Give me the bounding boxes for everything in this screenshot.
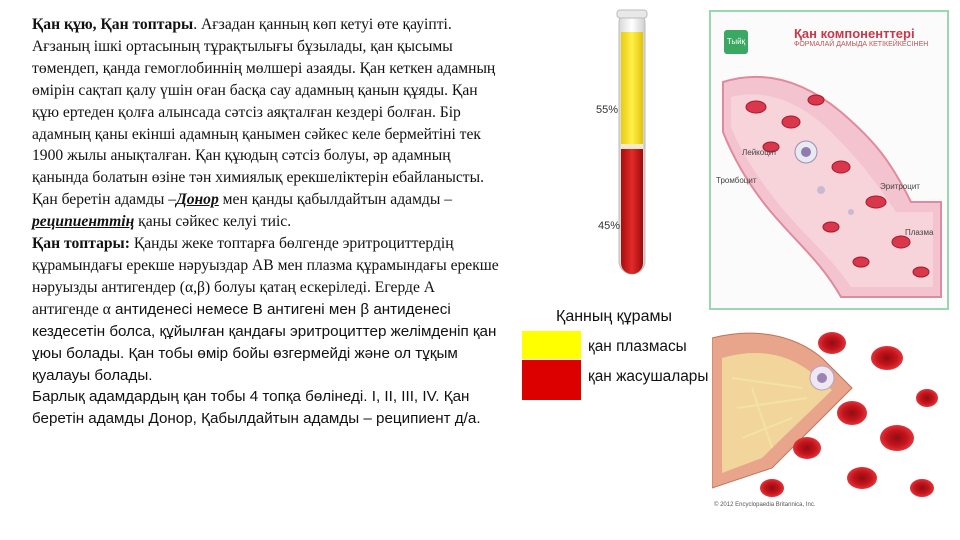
cells-swatch <box>522 360 581 400</box>
legend-title: Қанның құрамы <box>556 308 672 325</box>
test-tube-diagram <box>616 8 648 278</box>
legend-plasma-label: қан плазмасы <box>588 338 687 355</box>
recipient-term: реципиенттің <box>32 213 135 231</box>
legend-cells-label: қан жасушалары <box>588 368 709 385</box>
rbc <box>837 401 867 425</box>
paragraph-four-groups: Барлық адамдардың қан тобы 4 топқа бөлінеді. I, II, III, IV. Қан беретін адамды Донор, Қабылдайтын адамды – реципиент д/а. <box>32 388 481 428</box>
cells-percent: 45% <box>598 220 621 232</box>
blood-vessel-illustration <box>711 12 947 308</box>
label-erythrocyte: Эритроцит <box>880 182 920 191</box>
rbc <box>793 437 821 459</box>
rbc <box>823 222 839 232</box>
rbc <box>818 332 846 354</box>
rbc <box>910 479 934 497</box>
rbc <box>746 101 766 113</box>
blood-cells-illustration <box>712 318 952 508</box>
panel-subtitle: ФОРМАЛАЙ ДАМЫДА КЕТІКЕЙКЕСІНЕН <box>794 41 929 48</box>
plasma-layer <box>621 32 643 144</box>
rbc <box>913 267 929 277</box>
donor-term: Донор <box>176 191 219 209</box>
plasma-swatch <box>522 331 581 359</box>
rbc <box>832 161 850 173</box>
plasma-percent: 55% <box>596 104 619 116</box>
rbc <box>847 467 877 489</box>
paragraph-blood-groups: Қан топтары: Қанды жеке топтарға бөлгенде эритроциттердің құрамындағы ерекше нәруыздар АВ мен плазма құрамындағы ерекше нәруызды антигендер (α,β) болуы қатаң ескеріледі. Егерде А антигенде α антиденесі немесе В антигені мен β антиденесі кездесетін болса, құйылған қандағы эритроциттер желімденіп қан ұюы болады. Қан тобы өмір бойы өзгермейді және ол тұқым қуалауы болады. <box>32 235 499 384</box>
main-text <box>32 14 502 430</box>
paragraph-blood-transfusion: Қан құю, Қан топтары. Ағзадан қанның көп кетуі өте қауіпті. Ағзаның ішкі ортасының тұрақтылығы бұзылады, қан қысымы төмендеп, қанда гемоглобиннің мөлшері азаяды. Қан кеткен адамның өмірін сақтап қалу үшін оған басқа сау адамның қанын құяды. Қан құю ертеден қолға алынсада сәтсіз аяқталған кездері болған. Бір адамның қаны екінші адамның қанымен сәйкес келе бермейтіні тек 1900 жылы анықталған. Қан құюдың сәтсіз болуы, әр адамның қанында болатын өзіне тән химиялық ерекшеліктерін ебайланысты. Қан беретін адамды –Донор мен қанды қабылдайтын адамды –реципиенттің қаны сәйкес келуі тиіс. <box>32 16 496 231</box>
rbc <box>782 116 800 128</box>
rbc <box>880 425 914 451</box>
platelet <box>848 209 854 215</box>
label-leukocyte: Лейкоцит <box>742 148 777 157</box>
rbc <box>916 389 938 407</box>
heading-blood-transfusion: Қан құю, Қан топтары <box>32 16 194 33</box>
panel-tag: Тыйқ <box>724 30 748 54</box>
label-thrombocyte: Тромбоцит <box>716 176 757 185</box>
panel-title: Қан компоненттері <box>794 26 915 41</box>
rbc <box>866 196 886 208</box>
rbc <box>871 346 903 370</box>
image-credit: © 2012 Encyclopaedia Britannica, Inc. <box>714 502 816 508</box>
rbc <box>853 257 869 267</box>
buffy-coat <box>621 144 643 149</box>
cells-layer <box>621 149 643 274</box>
heading-blood-groups: Қан топтары: <box>32 235 130 253</box>
rbc <box>808 95 824 105</box>
tube-rim <box>617 10 647 18</box>
rbc <box>892 236 910 248</box>
rbc <box>760 479 784 497</box>
label-plasma: Плазма <box>905 228 934 237</box>
platelet <box>817 186 825 194</box>
